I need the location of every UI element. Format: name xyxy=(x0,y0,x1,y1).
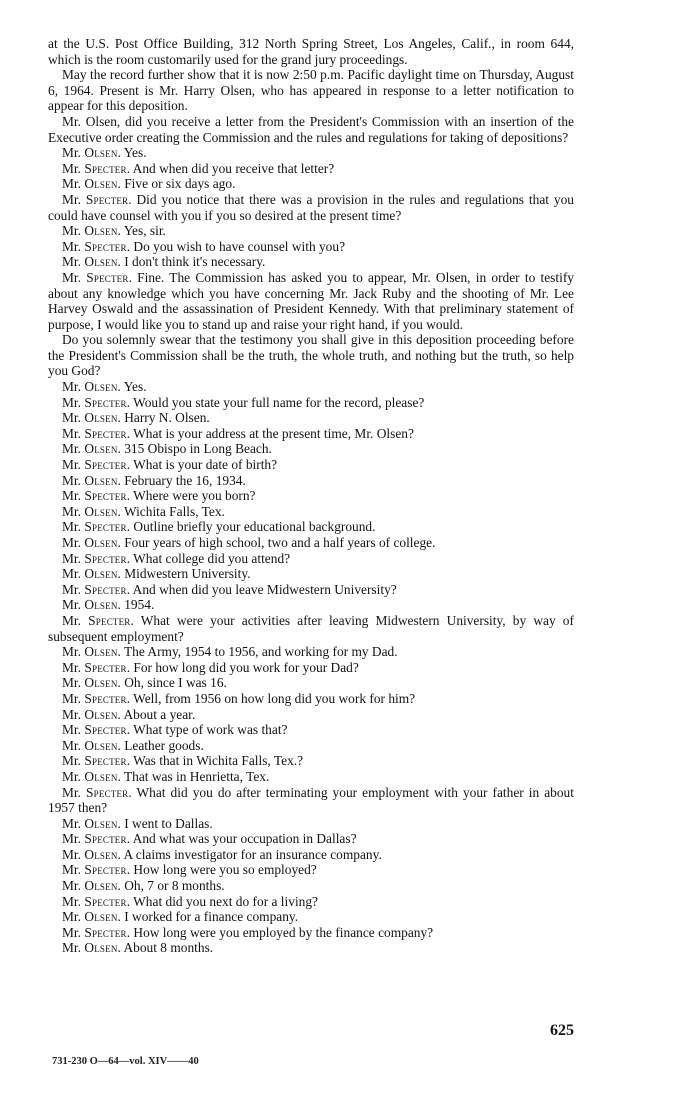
paragraph-text: And when did you receive that letter? xyxy=(132,160,335,176)
printer-footer-line: 731-230 O—64—vol. XIV——40 xyxy=(52,1056,199,1067)
testimony-line: Mr. Olsen. About 8 months. xyxy=(62,940,214,956)
testimony-line: Mr. Specter. And when did you receive that letter? xyxy=(62,160,335,176)
paragraph-text: I worked for a finance company. xyxy=(124,909,299,925)
speaker-name: Specter xyxy=(88,612,131,628)
speaker-title: Mr. xyxy=(62,784,81,800)
paragraph-text: Yes. xyxy=(123,379,147,395)
paragraph-text: Outline briefly your educational background. xyxy=(133,519,376,535)
speaker-name: Olsen xyxy=(84,846,118,862)
paragraph-text: Do you solemnly swear that the testimony you shall give in this deposition proceeding before the President's Commission shall be the truth, the whole truth, and nothing but the truth, so help you God? xyxy=(48,332,574,379)
paragraph-text: I don't think it's necessary. xyxy=(124,254,266,270)
speaker-name: Specter xyxy=(84,690,127,706)
paragraph-text: Wichita Falls, Tex. xyxy=(123,503,225,519)
speaker-name: Olsen xyxy=(84,768,118,784)
testimony-line: Mr. Specter. For how long did you work for your Dad? xyxy=(62,659,359,675)
speaker-title: Mr. xyxy=(62,410,81,426)
paragraph-text: What did you next do for a living? xyxy=(133,893,318,909)
speaker-name: Olsen xyxy=(84,535,118,550)
testimony-line: Mr. Specter. Was that in Wichita Falls, Tex.? xyxy=(62,753,304,769)
testimony-line: Mr. Olsen. Yes. xyxy=(62,145,147,161)
speaker-title: Mr. xyxy=(62,176,81,192)
speaker-title: Mr. xyxy=(62,924,81,940)
speaker-name: Specter xyxy=(84,394,127,410)
paragraph-text: About a year. xyxy=(123,706,196,722)
speaker-title: Mr. xyxy=(62,675,81,691)
speaker-title: Mr. xyxy=(62,940,81,956)
speaker-title: Mr. xyxy=(62,878,81,894)
speaker-title: Mr. xyxy=(62,566,81,582)
speaker-title: Mr. xyxy=(62,254,81,270)
speaker-name: Specter xyxy=(84,160,127,176)
paragraph-text: What is your date of birth? xyxy=(133,457,278,473)
paragraph-text: How long were you employed by the finance company? xyxy=(133,924,434,940)
testimony-line: Mr. Specter. What college did you attend? xyxy=(62,550,291,566)
testimony-line: Mr. Olsen. Wichita Falls, Tex. xyxy=(62,503,225,519)
paragraph-text: Yes, sir. xyxy=(123,223,166,239)
speaker-name: Specter xyxy=(84,550,127,566)
paragraph-text: Fine. The Commission has asked you to appear, Mr. Olsen, in order to testify about any knowledge which you have concerning Mr. Jack Ruby and the shooting of Mr. Lee Harvey Oswald and the assassination of President Kennedy. With that preliminary statement of purpose, I would like you to stand up and raise your right hand, if you would. xyxy=(48,269,574,332)
paragraph-text: Well, from 1956 on how long did you work for him? xyxy=(133,690,416,706)
speaker-title: Mr. xyxy=(62,535,81,550)
testimony-line: Mr. Specter. Do you wish to have counsel with you? xyxy=(62,238,346,254)
speaker-title: Mr. xyxy=(62,893,81,909)
paragraph-text: Where were you born? xyxy=(133,488,256,504)
speaker-name: Olsen xyxy=(84,737,118,753)
paragraph-text: Four years of high school, two and a half years of college. xyxy=(124,535,436,550)
speaker-title: Mr. xyxy=(62,503,81,519)
testimony-line: Mr. Olsen. I don't think it's necessary. xyxy=(62,254,266,270)
speaker-name: Olsen xyxy=(84,223,118,239)
paragraph xyxy=(48,332,574,379)
testimony-line: Mr. Olsen. Four years of high school, two and a half years of college. xyxy=(62,535,436,550)
document-body xyxy=(48,36,574,956)
testimony-line: Mr. Specter. And what was your occupation in Dallas? xyxy=(62,831,357,847)
paragraph-text: What is your address at the present time, Mr. Olsen? xyxy=(133,425,414,441)
testimony-line: Mr. Olsen. About a year. xyxy=(62,706,196,722)
testimony-line: Mr. Olsen. I worked for a finance company. xyxy=(62,909,299,925)
speaker-title: Mr. xyxy=(62,472,81,488)
speaker-title: Mr. xyxy=(62,269,81,285)
speaker-name: Olsen xyxy=(84,410,118,426)
speaker-title: Mr. xyxy=(62,238,81,254)
paragraph-text: And what was your occupation in Dallas? xyxy=(132,831,357,847)
speaker-title: Mr. xyxy=(62,862,81,878)
testimony-line: Mr. Specter. Outline briefly your educational background. xyxy=(62,519,376,535)
paragraph-text: For how long did you work for your Dad? xyxy=(133,659,359,675)
paragraph-text: That was in Henrietta, Tex. xyxy=(123,768,270,784)
speaker-name: Specter xyxy=(84,924,127,940)
paragraph-text: Would you state your full name for the record, please? xyxy=(133,394,425,410)
testimony-line: Mr. Olsen. Yes. xyxy=(62,379,147,395)
paragraph-text: February the 16, 1934. xyxy=(124,472,246,488)
testimony-line: Mr. Specter. Did you notice that there was a provision in the rules and regulations that you could have counsel with you if you so desired at the present time? xyxy=(48,191,574,223)
speaker-title: Mr. xyxy=(62,160,81,176)
speaker-name: Specter xyxy=(84,457,127,473)
testimony-line: Mr. Olsen. 315 Obispo in Long Beach. xyxy=(62,441,272,457)
speaker-name: Specter xyxy=(84,425,127,441)
speaker-name: Olsen xyxy=(84,566,118,582)
speaker-title: Mr. xyxy=(62,768,81,784)
speaker-title: Mr. xyxy=(62,690,81,706)
paragraph-text: Yes. xyxy=(123,145,147,161)
paragraph xyxy=(48,36,574,67)
testimony-line: Mr. Olsen. Midwestern University. xyxy=(62,566,251,582)
speaker-name: Specter xyxy=(84,581,127,597)
testimony-line: Mr. Olsen. That was in Henrietta, Tex. xyxy=(62,768,270,784)
speaker-name: Specter xyxy=(84,659,127,675)
testimony-line: Mr. Specter. Well, from 1956 on how long did you work for him? xyxy=(62,690,416,706)
paragraph-text: 315 Obispo in Long Beach. xyxy=(124,441,272,457)
speaker-title: Mr. xyxy=(62,145,81,161)
paragraph-text: What were your activities after leaving Midwestern University, by way of subsequent employment? xyxy=(48,612,574,644)
speaker-title: Mr. xyxy=(62,753,81,769)
speaker-title: Mr. xyxy=(62,737,81,753)
testimony-line: Mr. Specter. What did you next do for a living? xyxy=(62,893,318,909)
speaker-title: Mr. xyxy=(62,581,81,597)
speaker-name: Specter xyxy=(85,191,129,207)
paragraph-text: Was that in Wichita Falls, Tex.? xyxy=(133,753,304,769)
speaker-name: Olsen xyxy=(84,909,118,925)
speaker-title: Mr. xyxy=(62,425,81,441)
paragraph-text: The Army, 1954 to 1956, and working for my Dad. xyxy=(123,644,398,660)
paragraph-text: May the record further show that it is now 2:50 p.m. Pacific daylight time on Thursday, August 6, 1964. Present is Mr. Harry Olsen, who has appeared in response to a letter notification to appear for this deposition. xyxy=(48,67,574,114)
paragraph-text: Oh, since I was 16. xyxy=(124,675,227,691)
speaker-name: Specter xyxy=(84,519,127,535)
testimony-line: Mr. Olsen. The Army, 1954 to 1956, and working for my Dad. xyxy=(62,644,398,660)
speaker-name: Specter xyxy=(84,831,127,847)
paragraph-text: at the U.S. Post Office Building, 312 North Spring Street, Los Angeles, Calif., in room 644, which is the room customarily used for the grand jury proceedings. xyxy=(48,36,574,67)
speaker-title: Mr. xyxy=(62,394,81,410)
paragraph-text: And when did you leave Midwestern University? xyxy=(132,581,397,597)
paragraph-text: Did you notice that there was a provision in the rules and regulations that you could have counsel with you if you so desired at the present time? xyxy=(48,191,574,223)
speaker-name: Specter xyxy=(84,238,127,254)
speaker-name: Specter xyxy=(84,862,127,878)
paragraph-text: Oh, 7 or 8 months. xyxy=(124,878,225,894)
speaker-title: Mr. xyxy=(62,223,81,239)
speaker-title: Mr. xyxy=(62,550,81,566)
speaker-name: Olsen xyxy=(84,145,118,161)
testimony-line: Mr. Specter. What did you do after terminating your employment with your father in about 1957 then? xyxy=(48,784,574,816)
speaker-name: Olsen xyxy=(84,878,118,894)
speaker-title: Mr. xyxy=(62,706,81,722)
speaker-title: Mr. xyxy=(62,612,81,628)
speaker-name: Olsen xyxy=(84,940,118,956)
testimony-line: Mr. Olsen. Leather goods. xyxy=(62,737,204,753)
speaker-title: Mr. xyxy=(62,191,81,207)
testimony-line: Mr. Specter. And when did you leave Midwestern University? xyxy=(62,581,397,597)
speaker-name: Specter xyxy=(84,893,127,909)
speaker-title: Mr. xyxy=(62,441,81,457)
speaker-title: Mr. xyxy=(62,909,81,925)
speaker-title: Mr. xyxy=(62,846,81,862)
paragraph-text: About 8 months. xyxy=(123,940,214,956)
speaker-title: Mr. xyxy=(62,488,81,504)
speaker-name: Olsen xyxy=(84,472,118,488)
speaker-title: Mr. xyxy=(62,597,81,613)
testimony-line: Mr. Olsen. I went to Dallas. xyxy=(62,815,213,831)
paragraph-text: How long were you so employed? xyxy=(133,862,317,878)
speaker-name: Olsen xyxy=(84,644,118,660)
testimony-line: Mr. Olsen. February the 16, 1934. xyxy=(62,472,246,488)
speaker-title: Mr. xyxy=(62,831,81,847)
paragraph-text: Midwestern University. xyxy=(124,566,251,582)
speaker-name: Olsen xyxy=(84,441,118,457)
speaker-name: Olsen xyxy=(84,176,118,192)
speaker-title: Mr. xyxy=(62,722,81,738)
paragraph-text: I went to Dallas. xyxy=(124,815,213,831)
paragraph xyxy=(48,67,574,114)
testimony-line: Mr. Olsen. Oh, since I was 16. xyxy=(62,675,227,691)
testimony-line: Mr. Olsen. Five or six days ago. xyxy=(62,176,236,192)
testimony-line: Mr. Specter. What were your activities after leaving Midwestern University, by way of subsequent employment? xyxy=(48,612,574,644)
speaker-name: Olsen xyxy=(84,254,118,270)
testimony-line: Mr. Specter. What type of work was that? xyxy=(62,722,288,738)
speaker-title: Mr. xyxy=(62,379,81,395)
paragraph-text: Five or six days ago. xyxy=(124,176,236,192)
testimony-line: Mr. Olsen. Yes, sir. xyxy=(62,223,166,239)
speaker-title: Mr. xyxy=(62,644,81,660)
testimony-line: Mr. Specter. How long were you employed by the finance company? xyxy=(62,924,434,940)
testimony-line: Mr. Specter. What is your date of birth? xyxy=(62,457,278,473)
speaker-name: Olsen xyxy=(84,503,118,519)
speaker-title: Mr. xyxy=(62,457,81,473)
paragraph-text: Leather goods. xyxy=(124,737,204,753)
paragraph-text: What college did you attend? xyxy=(133,550,291,566)
paragraph-text: What did you do after terminating your employment with your father in about 1957 then? xyxy=(48,784,574,816)
testimony-line: Mr. Specter. What is your address at the present time, Mr. Olsen? xyxy=(62,425,414,441)
paragraph-text: Mr. Olsen, did you receive a letter from the President's Commission with an insertion of the Executive order creating the Commission and the rules and regulations for taking of depositions? xyxy=(48,113,574,145)
speaker-name: Olsen xyxy=(84,379,118,395)
speaker-name: Olsen xyxy=(84,706,118,722)
paragraph-text: What type of work was that? xyxy=(133,722,288,738)
speaker-title: Mr. xyxy=(62,519,81,535)
speaker-name: Specter xyxy=(84,722,127,738)
testimony-line: Mr. Specter. Where were you born? xyxy=(62,488,256,504)
testimony-line: Mr. Olsen. A claims investigator for an insurance company. xyxy=(62,846,382,862)
speaker-name: Specter xyxy=(84,753,127,769)
paragraph-text: A claims investigator for an insurance company. xyxy=(123,846,382,862)
testimony-line: Mr. Olsen. Oh, 7 or 8 months. xyxy=(62,878,225,894)
paragraph-text: 1954. xyxy=(124,597,155,613)
paragraph-text: Do you wish to have counsel with you? xyxy=(133,238,346,254)
speaker-name: Olsen xyxy=(84,815,118,831)
testimony-line: Mr. Specter. How long were you so employed? xyxy=(62,862,317,878)
speaker-name: Specter xyxy=(86,269,129,285)
speaker-name: Specter xyxy=(84,488,127,504)
testimony-line: Mr. Olsen. Harry N. Olsen. xyxy=(62,410,210,426)
speaker-title: Mr. xyxy=(62,659,81,675)
speaker-name: Specter xyxy=(86,784,129,800)
testimony-line: Mr. Specter. Fine. The Commission has asked you to appear, Mr. Olsen, in order to testify about any knowledge which you have concerning Mr. Jack Ruby and the shooting of Mr. Lee Harvey Oswald and the assassination of President Kennedy. With that preliminary statement of purpose, I would like you to stand up and raise your right hand, if you would. xyxy=(48,269,574,332)
speaker-title: Mr. xyxy=(62,815,81,831)
testimony-line: Mr. Olsen. 1954. xyxy=(62,597,155,613)
paragraph xyxy=(48,114,574,145)
speaker-name: Olsen xyxy=(84,675,118,691)
speaker-name: Olsen xyxy=(84,597,118,613)
page-number: 625 xyxy=(550,1022,574,1039)
paragraph-text: Harry N. Olsen. xyxy=(124,410,210,426)
testimony-line: Mr. Specter. Would you state your full name for the record, please? xyxy=(62,394,425,410)
